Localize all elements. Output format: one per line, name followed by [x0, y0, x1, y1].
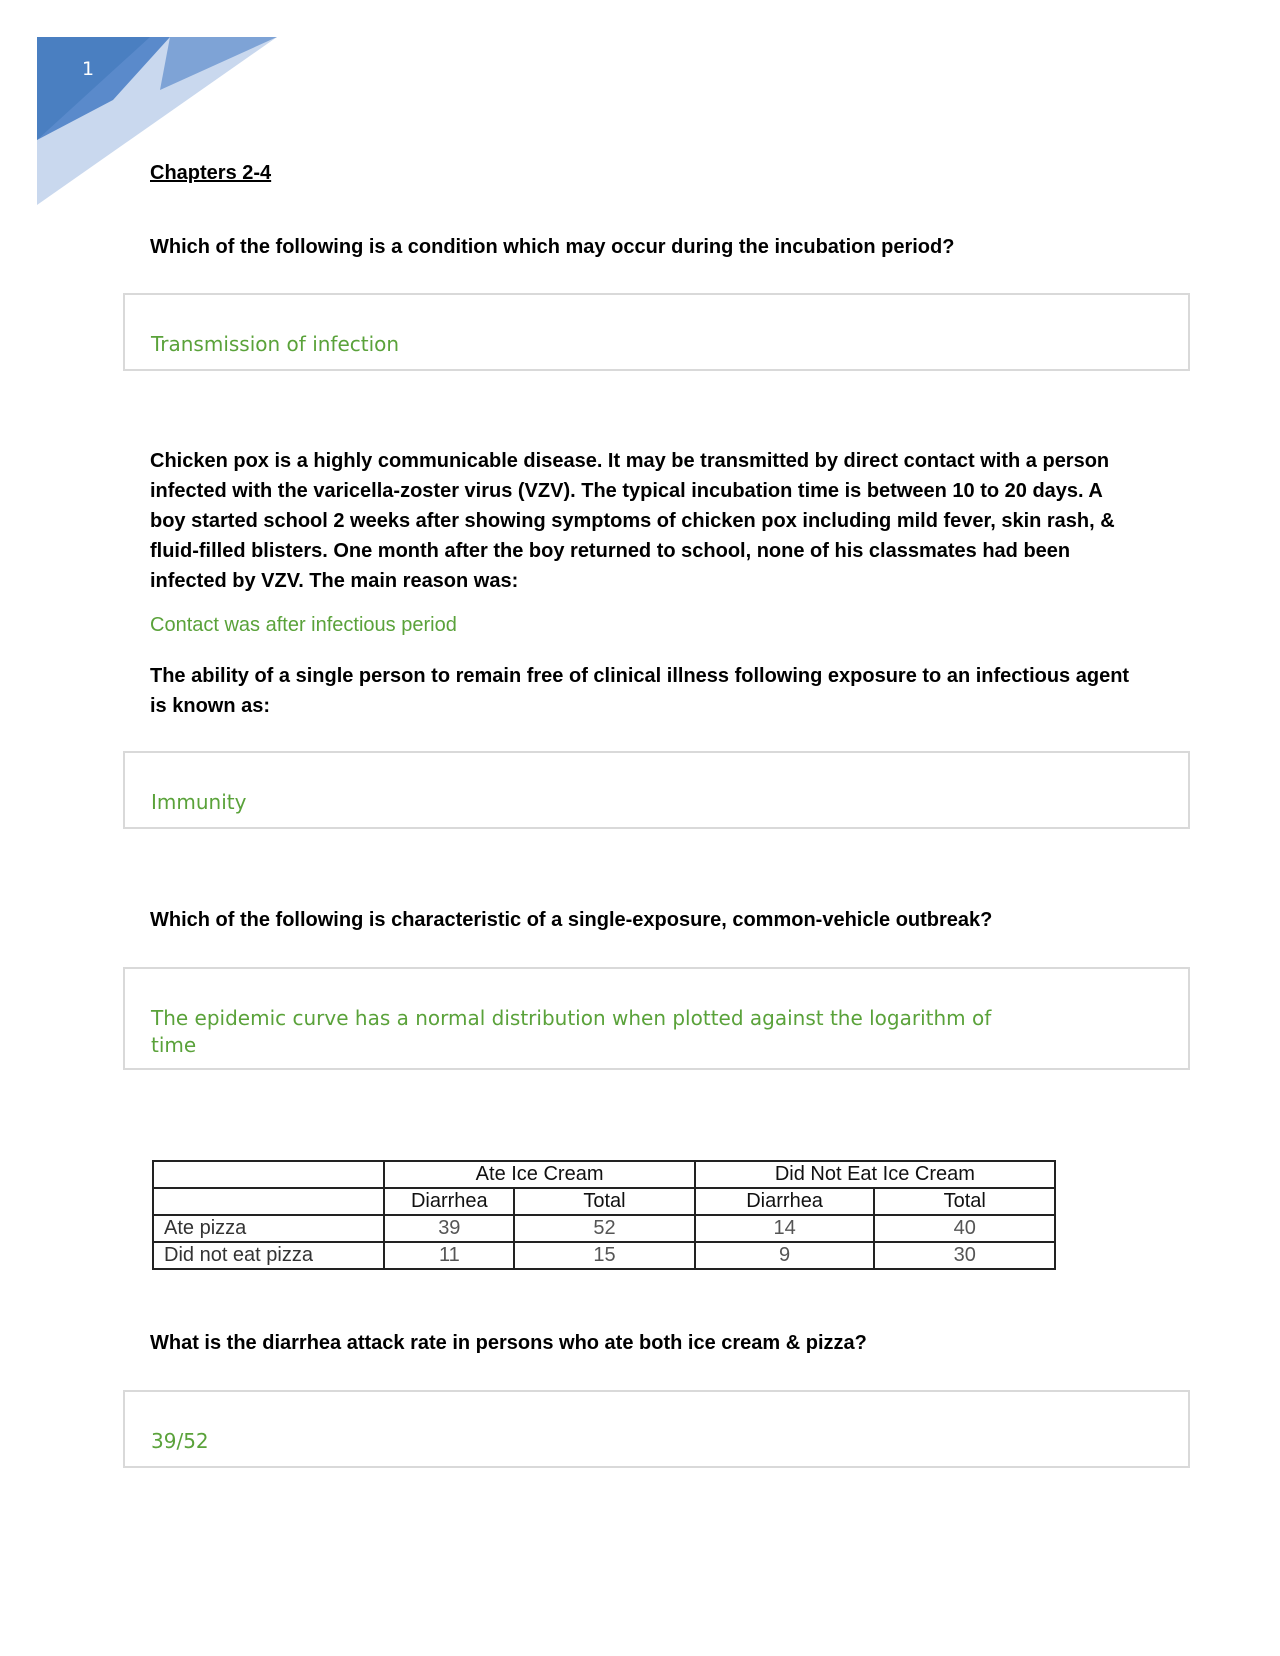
table-cell: 30 — [874, 1242, 1055, 1269]
question-2-line: infected with the varicella-zoster virus (VZV). The typical incubation time is between 10 to 20 days. A — [150, 480, 1103, 502]
question-3-line: The ability of a single person to remain free of clinical illness following exposure to an infectious agent — [150, 665, 1130, 687]
answer-box-3[interactable] — [123, 751, 1190, 829]
sub-header: Diarrhea — [384, 1188, 514, 1215]
table-cell: 52 — [514, 1215, 695, 1242]
answer-box-1[interactable] — [123, 293, 1190, 371]
question-2-line: fluid-filled blisters. One month after the boy returned to school, none of his classmates had been — [150, 540, 1071, 562]
page-number: 1 — [82, 58, 95, 80]
sub-header: Total — [874, 1188, 1055, 1215]
answer-4-line: time — [151, 1033, 197, 1057]
table-cell: 15 — [514, 1242, 695, 1269]
question-2-line: Chicken pox is a highly communicable disease. It may be transmitted by direct contact with a person — [150, 450, 1110, 472]
question-5: What is the diarrhea attack rate in persons who ate both ice cream & pizza? — [150, 1332, 867, 1354]
section-heading: Chapters 2-4 — [150, 162, 272, 184]
answer-5: 39/52 — [151, 1429, 209, 1453]
answer-4-line: The epidemic curve has a normal distribution when plotted against the logarithm of — [151, 1006, 992, 1030]
answer-box-4[interactable] — [123, 967, 1190, 1070]
answer-1: Transmission of infection — [151, 332, 400, 356]
table-group-header-row — [153, 1161, 1055, 1188]
ice-cream-pizza-table — [152, 1160, 1056, 1270]
table-row — [153, 1215, 1055, 1242]
table-cell: 9 — [695, 1242, 875, 1269]
table-cell: 40 — [874, 1215, 1055, 1242]
question-3-line: is known as: — [150, 695, 271, 717]
sub-header: Diarrhea — [695, 1188, 875, 1215]
table-sub-header-row — [153, 1188, 1055, 1215]
table-row — [153, 1242, 1055, 1269]
row-label: Ate pizza — [153, 1215, 384, 1242]
question-1: Which of the following is a condition which may occur during the incubation period? — [150, 236, 955, 258]
question-4: Which of the following is characteristic of a single-exposure, common-vehicle outbreak? — [150, 909, 993, 931]
page-corner-decoration — [0, 0, 300, 220]
table-blank-cell — [153, 1188, 384, 1215]
table-cell: 14 — [695, 1215, 875, 1242]
answer-4 — [151, 1005, 1151, 1059]
answer-3: Immunity — [151, 790, 247, 814]
question-2-line: infected by VZV. The main reason was: — [150, 570, 519, 592]
question-2-line: boy started school 2 weeks after showing symptoms of chicken pox including mild fever, skin rash, & — [150, 510, 1115, 532]
table-cell: 11 — [384, 1242, 514, 1269]
answer-2: Contact was after infectious period — [150, 614, 457, 636]
answer-box-5[interactable] — [123, 1390, 1190, 1468]
sub-header: Total — [514, 1188, 695, 1215]
table-corner-cell — [153, 1161, 384, 1188]
group-header-did-not-eat-ice-cream: Did Not Eat Ice Cream — [695, 1161, 1055, 1188]
table-cell: 39 — [384, 1215, 514, 1242]
group-header-ate-ice-cream: Ate Ice Cream — [384, 1161, 694, 1188]
question-2 — [150, 446, 1130, 596]
row-label: Did not eat pizza — [153, 1242, 384, 1269]
question-3 — [150, 661, 1130, 721]
